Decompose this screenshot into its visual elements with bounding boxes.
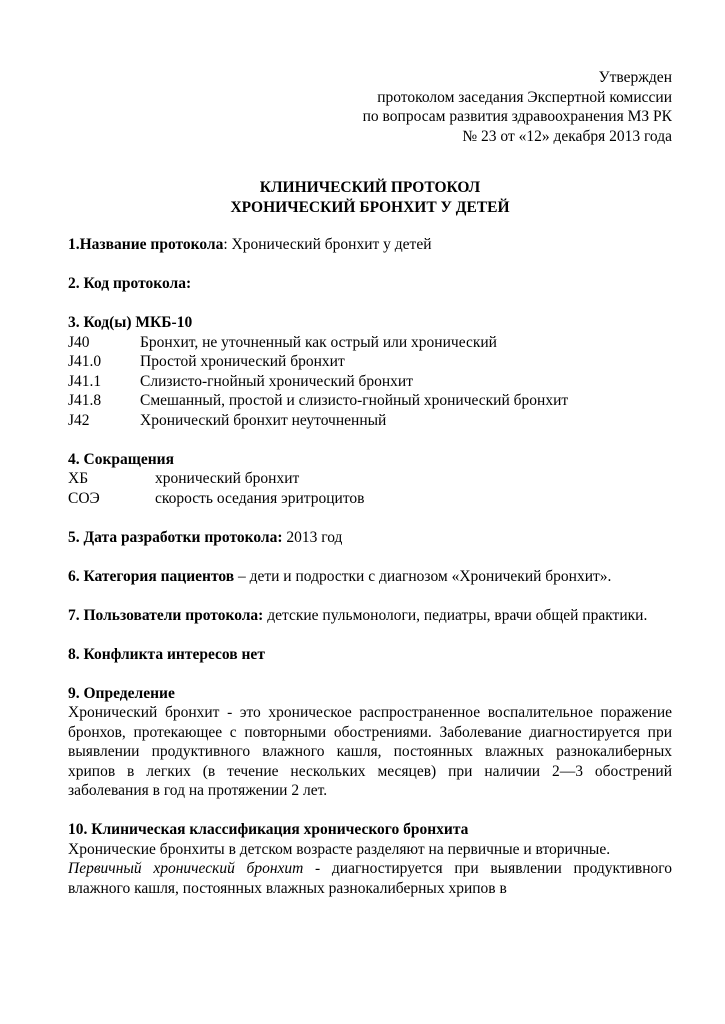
section-5-label: 5. Дата разработки протокола: xyxy=(68,528,283,546)
icd-description: Хронический бронхит неуточненный xyxy=(140,411,387,429)
abbreviation: СОЭ xyxy=(68,489,100,507)
abbreviation-row xyxy=(68,489,672,509)
primary-bronchitis-text: - диагностируется при выявлении продуктивного влажного кашля, постоянных влажных разнокалиберных хрипов в xyxy=(68,860,672,897)
abbreviation-description: скорость оседания эритроцитов xyxy=(155,489,365,507)
icd-code-row xyxy=(68,411,672,431)
approval-line: № 23 от «12» декабря 2013 года xyxy=(462,127,672,145)
approval-line: по вопросам развития здравоохранения МЗ РК xyxy=(362,108,672,125)
section-9-label: 9. Определение xyxy=(68,684,175,702)
primary-bronchitis-term: Первичный хронический бронхит xyxy=(68,860,304,877)
section-1-text: : Хронический бронхит у детей xyxy=(223,236,432,253)
section-7-text: детские пульмонологи, педиатры, врачи общей практики. xyxy=(263,606,648,624)
icd-code-row xyxy=(68,352,672,372)
approval-line: Утвержден xyxy=(598,69,672,86)
section-5-text: 2013 год xyxy=(282,528,343,546)
section-7-label: 7. Пользователи протокола: xyxy=(68,606,264,624)
abbreviation: ХБ xyxy=(68,470,89,487)
icd-code: J42 xyxy=(68,411,90,429)
icd-code-row xyxy=(68,372,672,392)
approval-block xyxy=(68,68,672,146)
icd-code: J41.1 xyxy=(68,372,102,390)
approval-line: протоколом заседания Экспертной комиссии xyxy=(377,88,672,106)
abbreviation-row xyxy=(68,469,672,489)
abbreviation-description: хронический бронхит xyxy=(155,470,300,487)
section-6-text: – дети и подростки с диагнозом «Хроничекий бронхит». xyxy=(234,567,612,585)
document-page xyxy=(68,68,672,898)
section-8-label: 8. Конфликта интересов нет xyxy=(68,645,265,663)
icd-description: Слизисто-гнойный хронический бронхит xyxy=(140,372,413,390)
section-1-label: 1.Название протокола xyxy=(68,236,224,253)
icd-code-row xyxy=(68,391,672,411)
section-10 xyxy=(68,820,672,898)
section-9 xyxy=(68,684,672,801)
icd-code-row xyxy=(68,333,672,353)
classification-intro: Хронические бронхиты в детском возрасте разделяют на первичные и вторичные. xyxy=(68,840,611,858)
title-line: КЛИНИЧЕСКИЙ ПРОТОКОЛ xyxy=(259,179,481,196)
section-7 xyxy=(68,606,672,626)
icd-description: Бронхит, не уточненный как острый или хронический xyxy=(140,333,497,351)
section-3-label: 3. Код(ы) МКБ-10 xyxy=(68,314,193,331)
document-title xyxy=(68,178,672,217)
icd-code: J40 xyxy=(68,333,90,351)
section-4-label: 4. Сокращения xyxy=(68,450,174,468)
section-10-label: 10. Клиническая классификация хронического бронхита xyxy=(68,821,469,838)
section-2-label: 2. Код протокола: xyxy=(68,275,192,292)
classification-paragraph xyxy=(68,859,672,898)
title-line: ХРОНИЧЕСКИЙ БРОНХИТ У ДЕТЕЙ xyxy=(230,198,510,216)
icd-description: Смешанный, простой и слизисто-гнойный хронический бронхит xyxy=(140,392,569,409)
section-8 xyxy=(68,645,672,665)
section-3 xyxy=(68,313,672,430)
section-5 xyxy=(68,528,672,548)
section-6 xyxy=(68,567,672,587)
section-2 xyxy=(68,274,672,294)
section-6-label: 6. Категория пациентов xyxy=(68,567,235,585)
icd-description: Простой хронический бронхит xyxy=(140,353,345,370)
section-4 xyxy=(68,450,672,509)
icd-code: J41.8 xyxy=(68,392,102,409)
section-1 xyxy=(68,235,672,255)
icd-code: J41.0 xyxy=(68,353,102,370)
definition-paragraph: Хронический бронхит - это хроническое распространенное воспалительное поражение бронхов, протекающее с повторными обострениями. Заболевание диагностируется при выявлении продуктивного влажного кашля, постоянных влажных разнокалиберных хрипов в легких (в течение нескольких месяцев) при наличии 2—3 обострений заболевания в год на протяжении 2 лет. xyxy=(68,704,672,799)
